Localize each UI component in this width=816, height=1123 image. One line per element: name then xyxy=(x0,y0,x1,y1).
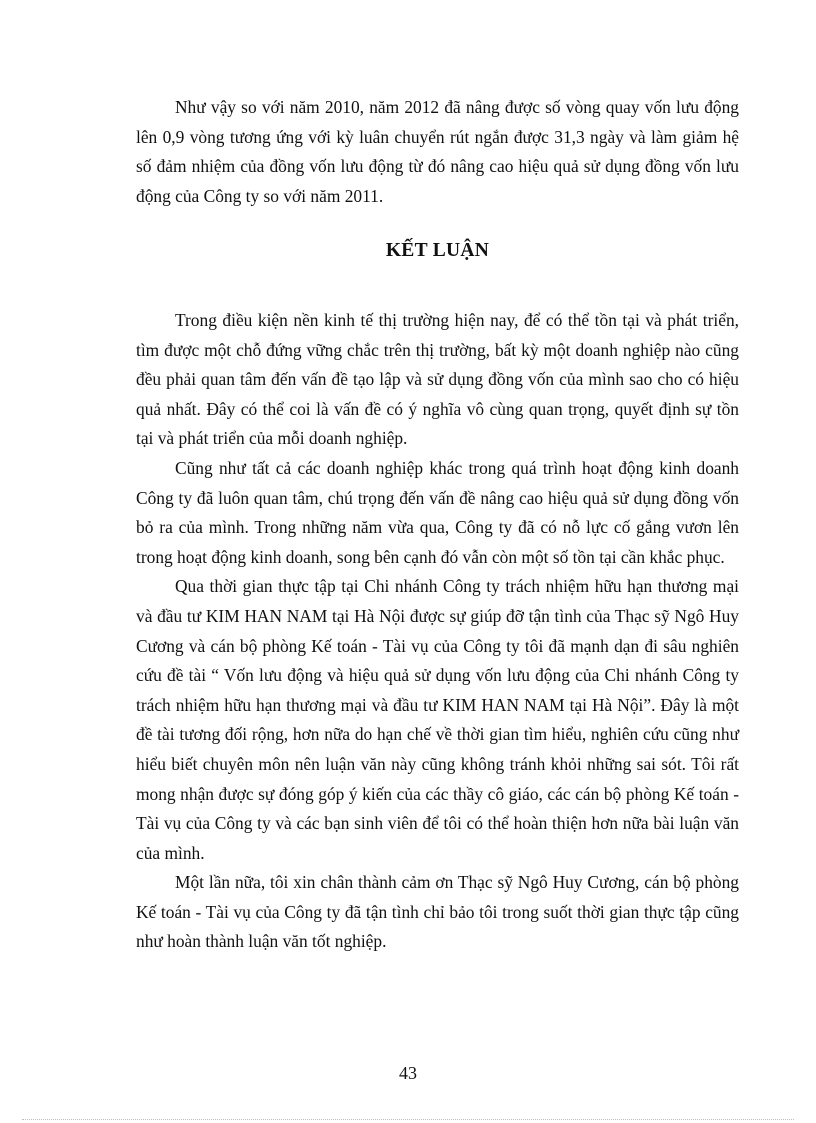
intro-section xyxy=(136,93,739,211)
intro-paragraph: Như vậy so với năm 2010, năm 2012 đã nâng được số vòng quay vốn lưu động lên 0,9 vòng tương ứng với kỳ luân chuyển rút ngắn được 31,3 ngày và làm giảm hệ số đảm nhiệm của đồng vốn lưu động từ đó nâng cao hiệu quả sử dụng đồng vốn lưu động của Công ty so với năm 2011. xyxy=(136,97,739,206)
conclusion-paragraph: Qua thời gian thực tập tại Chi nhánh Công ty trách nhiệm hữu hạn thương mại và đầu tư KIM HAN NAM tại Hà Nội được sự giúp đỡ tận tình của Thạc sỹ Ngô Huy Cương và cán bộ phòng Kế toán - Tài vụ của Công ty tôi đã mạnh dạn đi sâu nghiên cứu đề tài “ Vốn lưu động và hiệu quả sử dụng vốn lưu động của Chi nhánh Công ty trách nhiệm hữu hạn thương mại và đầu tư KIM HAN NAM tại Hà Nội”. Đây là một đề tài tương đối rộng, hơn nữa do hạn chế về thời gian tìm hiểu, nghiên cứu cũng như hiểu biết chuyên môn nên luận văn này cũng không tránh khỏi những sai sót. Tôi rất mong nhận được sự đóng góp ý kiến của các thầy cô giáo, các cán bộ phòng Kế toán - Tài vụ của Công ty và các bạn sinh viên để tôi có thể hoàn thiện hơn nữa bài luận văn của mình. xyxy=(136,576,739,863)
section-title: KẾT LUẬN xyxy=(385,240,490,261)
conclusion-paragraph: Trong điều kiện nền kinh tế thị trường hiện nay, để có thể tồn tại và phát triển, tìm được một chỗ đứng vững chắc trên thị trường, bất kỳ một doanh nghiệp nào cũng đều phải quan tâm đến vấn đề tạo lập và sử dụng đồng vốn của mình sao cho có hiệu quả nhất. Đây có thể coi là vấn đề có ý nghĩa vô cùng quan trọng, quyết định sự tồn tại và phát triển của mỗi doanh nghiệp. xyxy=(136,310,739,449)
conclusion-paragraph: Cũng như tất cả các doanh nghiệp khác trong quá trình hoạt động kinh doanh Công ty đã luôn quan tâm, chú trọng đến vấn đề nâng cao hiệu quả sử dụng đồng vốn bỏ ra của mình. Trong những năm vừa qua, Công ty đã có nỗ lực cố gắng vươn lên trong hoạt động kinh doanh, song bên cạnh đó vẫn còn một số tồn tại cần khắc phục. xyxy=(136,457,739,567)
conclusion-section xyxy=(136,306,739,957)
page-number: 43 xyxy=(399,1063,417,1083)
page-bottom-divider xyxy=(22,1119,794,1120)
conclusion-paragraph: Một lần nữa, tôi xin chân thành cảm ơn Thạc sỹ Ngô Huy Cương, cán bộ phòng Kế toán - Tài vụ của Công ty đã tận tình chỉ bảo tôi trong suốt thời gian thực tập cũng như hoàn thành luận văn tốt nghiệp. xyxy=(136,872,739,952)
